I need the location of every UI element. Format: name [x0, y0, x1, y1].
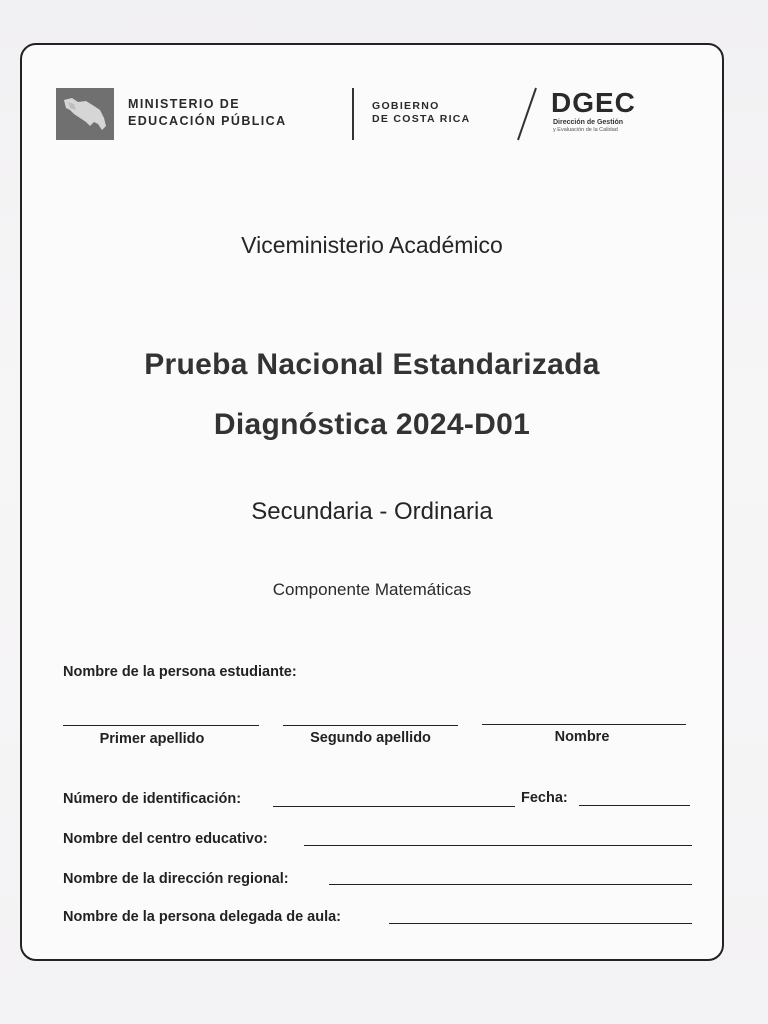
school-line[interactable] [304, 845, 692, 846]
exam-title-line-2: Diagnóstica 2024-D01 [213, 408, 531, 441]
header-logos [56, 86, 676, 144]
dgec-subtitle-2: y Evaluación de la Calidad [553, 127, 618, 133]
government-line-1: GOBIERNO [372, 100, 440, 112]
slash-divider-icon [512, 86, 542, 142]
costa-rica-map-logo [56, 88, 114, 140]
regional-direction-label: Nombre de la dirección regional: [63, 871, 289, 887]
exam-level: Secundaria - Ordinaria [251, 498, 493, 525]
regional-direction-line[interactable] [329, 884, 692, 885]
ministry-name [128, 96, 287, 130]
ministry-line-1: MINISTERIO DE [128, 97, 240, 111]
date-line[interactable] [579, 805, 690, 806]
viceministry-title: Viceministerio Académico [241, 232, 503, 258]
date-label: Fecha: [521, 790, 568, 806]
government-name [372, 100, 471, 126]
dgec-subtitle: Dirección de Gestión [553, 119, 624, 126]
costa-rica-map-icon [56, 88, 114, 140]
header-divider [352, 88, 354, 140]
school-label: Nombre del centro educativo: [63, 831, 268, 847]
exam-title-line-1: Prueba Nacional Estandarizada [144, 348, 600, 381]
name-line[interactable] [482, 724, 686, 725]
dgec-logo-text: DGEC [551, 87, 636, 118]
id-number-label: Número de identificación: [63, 791, 242, 807]
name-label: Nombre [554, 729, 610, 745]
second-surname-line[interactable] [283, 725, 458, 726]
first-surname-label: Primer apellido [99, 731, 205, 747]
classroom-delegate-line[interactable] [389, 923, 692, 924]
exam-component: Componente Matemáticas [272, 580, 472, 599]
first-surname-line[interactable] [63, 725, 259, 726]
second-surname-label: Segundo apellido [310, 730, 431, 746]
id-number-line[interactable] [273, 806, 515, 807]
ministry-line-2: EDUCACIÓN PÚBLICA [128, 114, 287, 128]
classroom-delegate-label: Nombre de la persona delegada de aula: [63, 909, 341, 925]
student-name-label: Nombre de la persona estudiante: [63, 664, 297, 680]
government-line-2: DE COSTA RICA [372, 113, 471, 125]
